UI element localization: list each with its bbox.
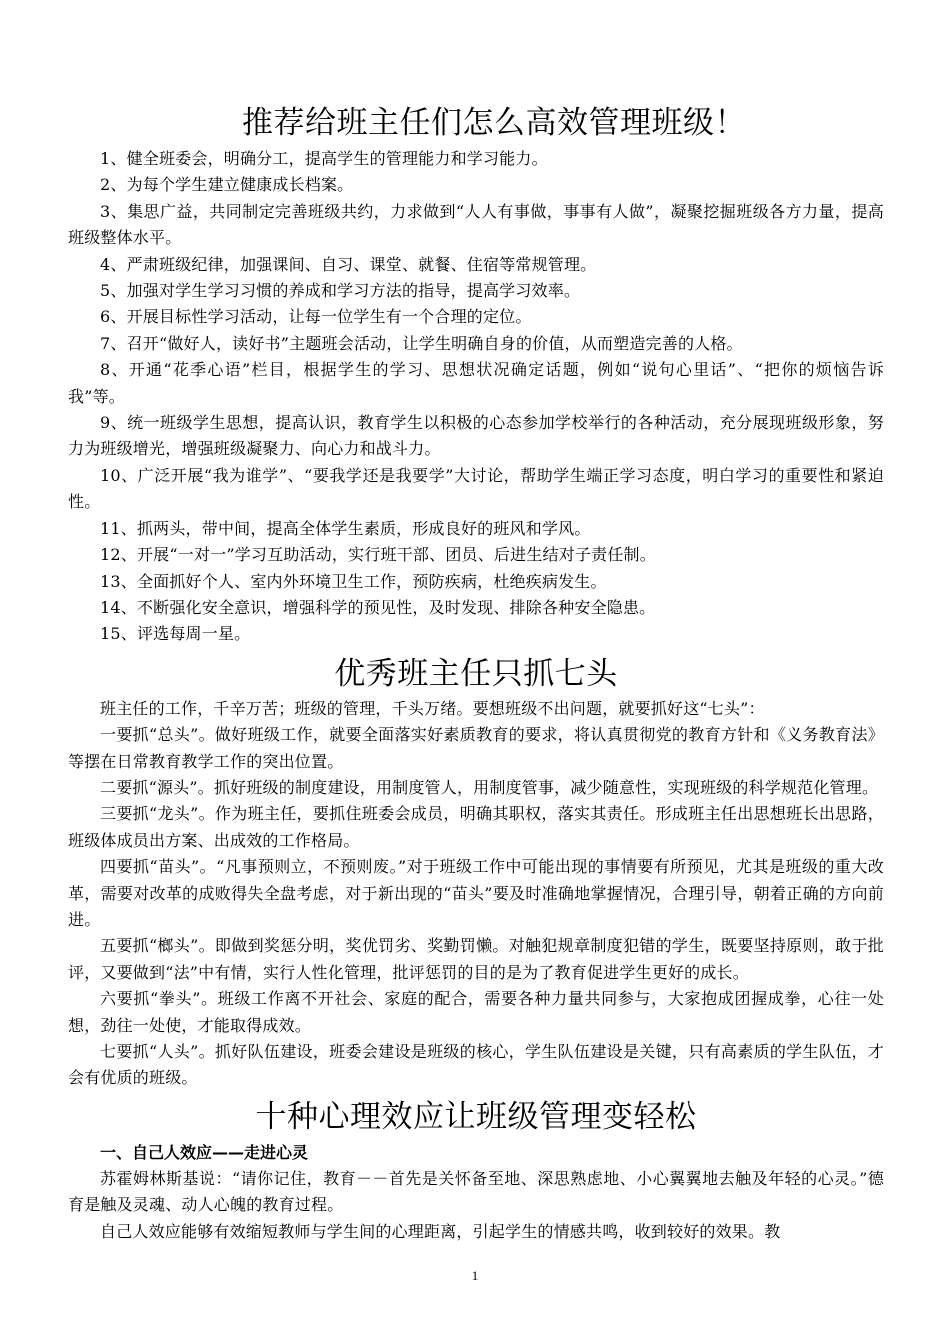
paragraph: 10、广泛开展“我为谁学”、“要我学还是我要学”大讨论，帮助学生端正学习态度，明白学习的重要性和紧迫性。 — [68, 465, 884, 512]
section-2-body — [68, 696, 884, 1092]
paragraph: 三要抓“龙头”。作为班主任，要抓住班委会成员，明确其职权，落实其责任。形成班主任出思想班长出思路，班级体成员出方案、出成效的工作格局。 — [68, 804, 884, 850]
subheading: 一、自己人效应——走进心灵 — [100, 1142, 309, 1162]
paragraph: 一要抓“总头”。做好班级工作，就要全面落实好素质教育的要求，将认真贯彻党的教育方针和《义务教育法》等摆在日常教育教学工作的突出位置。 — [68, 725, 884, 771]
paragraph: 8、开通“花季心语”栏目，根据学生的学习、思想状况确定话题，例如“说句心里话”、“把你的烦恼告诉我”等。 — [68, 360, 884, 406]
paragraph: 11、抓两头，带中间，提高全体学生素质，形成良好的班风和学风。 — [100, 518, 591, 538]
paragraph: 苏霍姆林斯基说：“请你记住，教育－－首先是关怀备至地、深思熟虑地、小心翼翼地去触及年轻的心灵。”德育是触及灵魂、动人心魄的教育过程。 — [68, 1168, 884, 1215]
page-number: 1 — [471, 1268, 479, 1283]
paragraph: 4、严肃班级纪律，加强课间、自习、课堂、就餐、住宿等常规管理。 — [100, 254, 597, 274]
paragraph: 5、加强对学生学习习惯的养成和学习方法的指导，提高学习效率。 — [100, 281, 581, 301]
section-1-title: 推荐给班主任们怎么高效管理班级！ — [242, 105, 746, 141]
paragraph: 1、健全班委会，明确分工，提高学生的管理能力和学习能力。 — [100, 149, 548, 168]
document-page — [68, 92, 884, 1245]
paragraph: 自己人效应能够有效缩短教师与学生间的心理距离，引起学生的情感共鸣，收到较好的效果。教 — [100, 1221, 781, 1241]
paragraph: 7、召开“做好人，读好书”主题班会活动，让学生明确自身的价值，从而塑造完善的人格。 — [100, 333, 743, 353]
paragraph: 9、统一班级学生思想，提高认识，教育学生以积极的心态参加学校举行的各种活动，充分展现班级形象，努力为班级增光，增强班级凝聚力、向心力和战斗力。 — [68, 413, 884, 459]
paragraph: 15、评选每周一星。 — [100, 624, 251, 644]
paragraph: 六要抓“拳头”。班级工作离不开社会、家庭的配合，需要各种力量共同参与，大家抱成团握成拳，心往一处想，劲往一处使，才能取得成效。 — [68, 989, 884, 1035]
paragraph: 七要抓“人头”。抓好队伍建设，班委会建设是班级的核心，学生队伍建设是关键，只有高素质的学生队伍，才会有优质的班级。 — [68, 1042, 884, 1088]
paragraph: 6、开展目标性学习活动，让每一位学生有一个合理的定位。 — [100, 307, 532, 327]
section-3-title: 十种心理效应让班级管理变轻松 — [255, 1098, 697, 1135]
paragraph: 二要抓“源头”。抓好班级的制度建设，用制度管人，用制度管事，减少随意性，实现班级的科学规范化管理。 — [100, 777, 879, 797]
paragraph: 14、不断强化安全意识，增强科学的预见性，及时发现、排除各种安全隐患。 — [100, 597, 656, 617]
paragraph: 五要抓“榔头”。即做到奖惩分明，奖优罚劣、奖勤罚懒。对触犯规章制度犯错的学生，既要坚持原则，敢于批评，又要做到“法”中有情，实行人性化管理，批评惩罚的目的是为了教育促进学生更好的成长。 — [68, 936, 884, 982]
section-2-title: 优秀班主任只抓七头 — [334, 655, 618, 692]
paragraph: 3、集思广益，共同制定完善班级共约，力求做到“人人有事做，事事有人做”，凝聚挖掘班级各方力量，提高班级整体水平。 — [68, 201, 884, 248]
paragraph: 12、开展“一对一”学习互助活动，实行班干部、团员、后进生结对子责任制。 — [100, 545, 656, 565]
paragraph: 四要抓“苗头”。“凡事预则立，不预则废。”对于班级工作中可能出现的事情要有所预见，尤其是班级的重大改革，需要对改革的成败得失全盘考虑，对于新出现的“苗头”要及时准确地掌握情况，合理引导，朝着正确的方向前进。 — [68, 857, 884, 929]
section-1-body — [68, 146, 884, 648]
paragraph: 13、全面抓好个人、室内外环境卫生工作，预防疾病，杜绝疾病发生。 — [100, 571, 607, 591]
section-3-body — [68, 1140, 884, 1245]
paragraph: 班主任的工作，千辛万苦；班级的管理，千头万绪。要想班级不出问题，就要抓好这“七头”： — [100, 698, 765, 718]
paragraph: 2、为每个学生建立健康成长档案。 — [100, 175, 354, 195]
